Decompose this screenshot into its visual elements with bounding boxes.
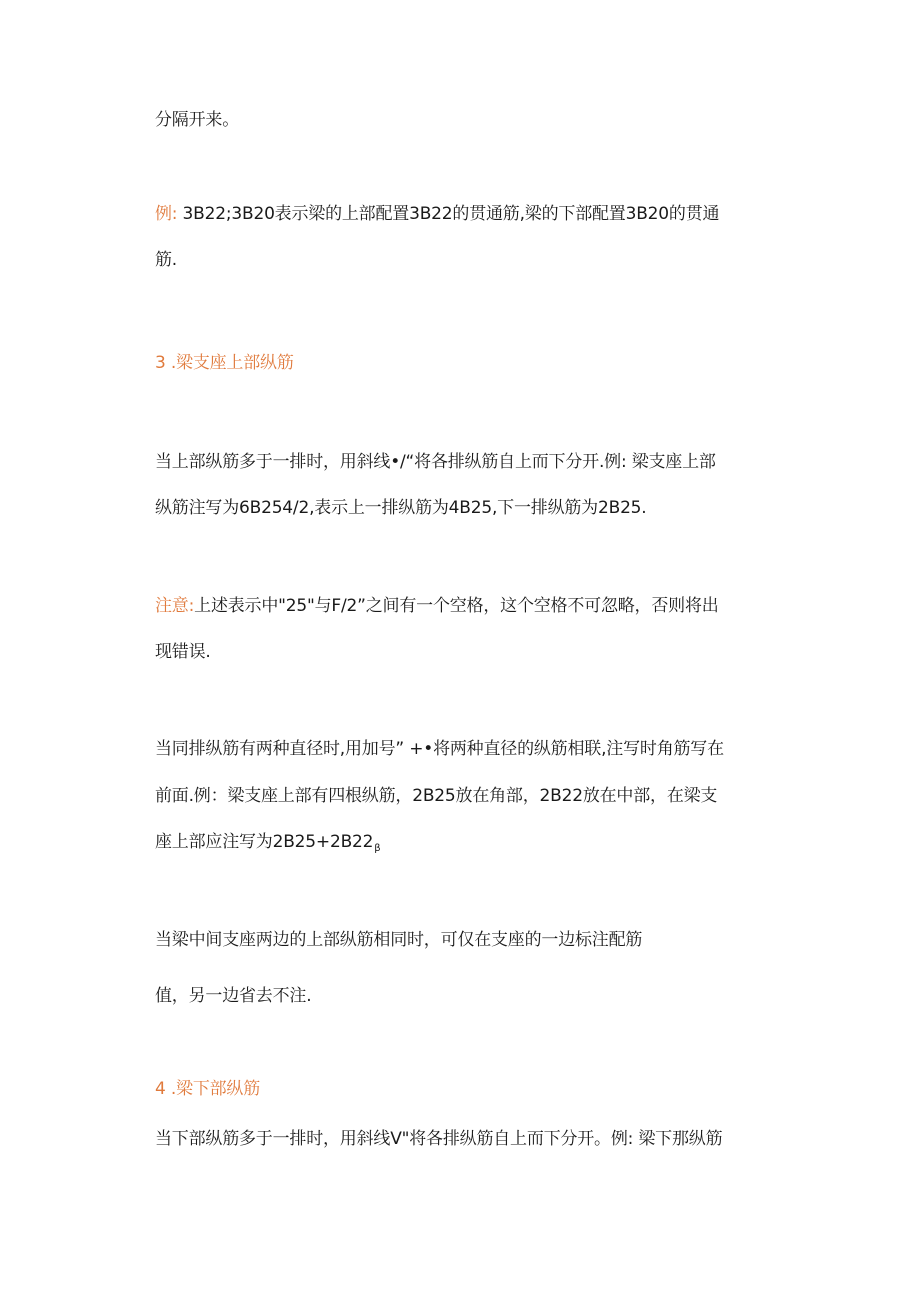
middle-support-line-2: 值，另一边省去不注. (155, 986, 312, 1006)
note-paragraph-cont: 现错误. (155, 642, 211, 662)
diameter-line-3-subscript: β (374, 843, 381, 854)
example-text: 3B22;3B20表示梁的上部配置3B22的贯通筋,梁的下部配置3B20的贯通 (177, 204, 720, 224)
upper-rebar-line-1: 当上部纵筋多于一排时，用斜线•/“将各排纵筋自上而下分开.例: 梁支座上部 (155, 452, 716, 472)
lower-rebar-line-1: 当下部纵筋多于一排时，用斜线V"将各排纵筋自上而下分开。例: 梁下那纵筋 (155, 1129, 723, 1149)
diameter-line-3 (155, 830, 380, 861)
note-paragraph (155, 594, 719, 618)
example-paragraph-cont: 筋. (155, 250, 178, 270)
paragraph-separate: 分隔开来。 (155, 110, 239, 130)
upper-rebar-line-2: 纵筋注写为6B254/2,表示上一排纵筋为4B25,下一排纵筋为2B25. (155, 498, 647, 518)
example-paragraph (155, 202, 719, 226)
diameter-line-2: 前面.例：梁支座上部有四根纵筋，2B25放在角部，2B22放在中部，在梁支 (155, 786, 718, 806)
section-3-heading: 3 .梁支座上部纵筋 (155, 353, 294, 373)
section-4-heading: 4 .梁下部纵筋 (155, 1079, 261, 1099)
diameter-line-3-text: 座上部应注写为2B25+2B22 (155, 832, 374, 852)
example-label: 例: (155, 204, 178, 224)
diameter-line-1: 当同排纵筋有两种直径时,用加号” +•将两种直径的纵筋相联,注写时角筋写在 (155, 739, 724, 759)
middle-support-line-1: 当梁中间支座两边的上部纵筋相同时，可仅在支座的一边标注配筋 (155, 930, 643, 950)
note-label: 注意: (155, 596, 195, 616)
note-text: 上述表示中"25"与F/2”之间有一个空格，这个空格不可忽略，否则将出 (194, 596, 719, 616)
